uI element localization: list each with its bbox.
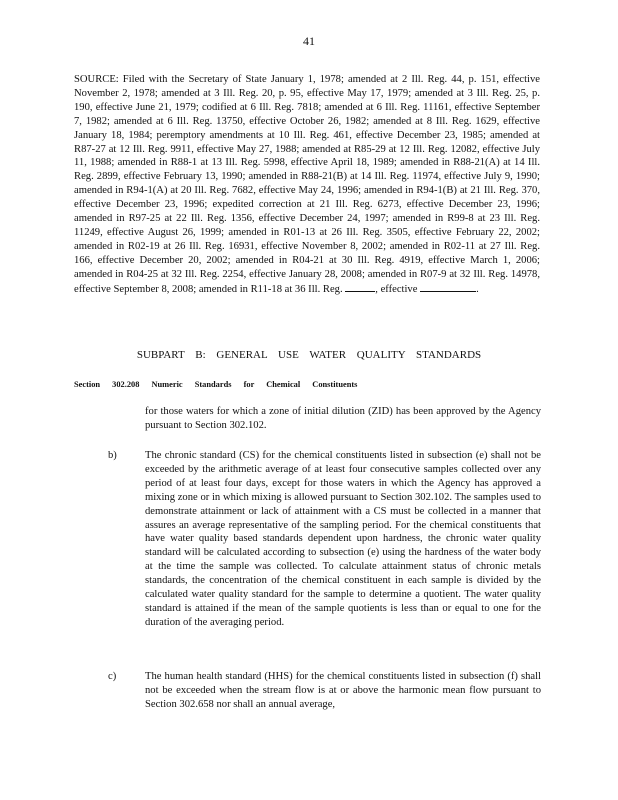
- paragraph-b-label: b): [108, 450, 117, 461]
- section-number: 302.208: [112, 380, 140, 389]
- source-note-effective-label: effective: [380, 283, 418, 295]
- subpart-heading: SUBPART B: GENERAL USE WATER QUALITY STANDARDS: [136, 349, 482, 361]
- source-note-end-mark: .: [476, 283, 479, 295]
- paragraph-b-text: The chronic standard (CS) for the chemical constituents listed in subsection (e) shall not be exceeded by the arithmetic average of at least four consecutive samples collected over any period of at least four days, except for those waters in which the Agency has approved a mixing zone or in which mixing is allowed pursuant to Section 302.102. The samples used to demonstrate attainment or lack of attainment with a CS must be collected in a manner that assures an average representative of the sampling period. For the chemical constituents that have water quality based standards dependent upon hardness, the chronic water quality standard will be calculated according to subsection (e) using the hardness of the water body at the time the sample was collected. To calculate attainment status of chronic metals standards, the concentration of the chemical constituent in each sample is divided by the calculated water quality standard for the sample to determine a quotient. The water quality standard is attained if the mean of the sample quotients is less than or equal to one for the duration of the averaging period.: [145, 450, 541, 628]
- section-title: Numeric Standards for Chemical Constituents: [151, 380, 358, 389]
- blank-volume-line: [345, 282, 375, 292]
- source-note-text: SOURCE: Filed with the Secretary of State January 1, 1978; amended at 2 Ill. Reg. 44, p. 151, effective November 2, 1978; amended at 3 Ill. Reg. 20, p. 95, effective May 17, 1979; amended at 3 Ill. Reg. 25, p. 190, effective June 21, 1979; codified at 6 Ill. Reg. 7818; amended at 6 Ill. Reg. 11161, effective September 7, 1982; amended at 6 Ill. Reg. 13750, effective October 26, 1982; amended at 8 Ill. Reg. 1629, effective January 18, 1984; peremptory amendments at 10 Ill. Reg. 461, effective December 23, 1985; amended at R87-27 at 12 Ill. Reg. 9911, effective May 27, 1988; amended at R85-29 at 12 Ill. Reg. 12082, effective July 11, 1988; amended in R88-1 at 13 Ill. Reg. 5998, effective April 18, 1989; amended in R88-21(A) at 14 Ill. Reg. 2899, effective February 13, 1990; amended in R88-21(B) at 14 Ill. Reg. 11974, effective July 9, 1990; amended in R94-1(A) at 20 Ill. Reg. 7682, effective May 24, 1996; amended in R94-1(B) at 21 Ill. Reg. 370, effective December 23, 1996; expedited correction at 21 Ill. Reg. 6273, effective December 23, 1996; amended in R97-25 at 22 Ill. Reg. 1356, effective December 24, 1997; amended in R99-8 at 23 Ill. Reg. 11249, effective August 26, 1999; amended in R01-13 at 26 Ill. Reg. 3505, effective February 22, 2002; amended in R02-19 at 26 Ill. Reg. 16931, effective November 8, 2002; amended in R02-11 at 27 Ill. Reg. 166, effective December 20, 2002; amended in R04-21 at 30 Ill. Reg. 4919, effective March 1, 2006; amended in R04-25 at 32 Ill. Reg. 2254, effective January 28, 2008; amended in R07-9 at 32 Ill. Reg. 14978, effective September 8, 2008; amended in R11-18 at 36 Ill. Reg.: [74, 74, 540, 295]
- section-label: Section: [74, 380, 101, 389]
- continuation-text: for those waters for which a zone of initial dilution (ZID) has been approved by the Agency pursuant to Section 302.102.: [145, 406, 541, 431]
- section-heading: [74, 380, 540, 389]
- page-number: 41: [303, 34, 315, 48]
- source-note: SOURCE: Filed with the Secretary of State January 1, 1978; amended at 2 Ill. Reg. 44, p. 151, effective November 2, 1978; amended at 3 Ill. Reg. 20, p. 95, effective May 17, 1979; amended at 3 Ill. Reg. 25, p. 190, effective June 21, 1979; codified at 6 Ill. Reg. 7818; amended at 6 Ill. Reg. 11161, effective September 7, 1982; amended at 6 Ill. Reg. 13750, effective October 26, 1982; amended at 8 Ill. Reg. 1629, effective January 18, 1984; peremptory amendments at 10 Ill. Reg. 461, effective December 23, 1985; amended at R87-27 at 12 Ill. Reg. 9911, effective May 27, 1988; amended at R85-29 at 12 Ill. Reg. 12082, effective July 11, 1988; amended in R88-1 at 13 Ill. Reg. 5998, effective April 18, 1989; amended in R88-21(A) at 14 Ill. Reg. 2899, effective February 13, 1990; amended in R88-21(B) at 14 Ill. Reg. 11974, effective July 9, 1990; amended in R94-1(A) at 20 Ill. Reg. 7682, effective May 24, 1996; amended in R94-1(B) at 21 Ill. Reg. 370, effective December 23, 1996; expedited correction at 21 Ill. Reg. 6273, effective December 23, 1996; amended in R97-25 at 22 Ill. Reg. 1356, effective December 24, 1997; amended in R99-8 at 23 Ill. Reg. 11249, effective August 26, 1999; amended in R01-13 at 26 Ill. Reg. 3505, effective February 22, 2002; amended in R02-19 at 26 Ill. Reg. 16931, effective November 8, 2002; amended in R02-11 at 27 Ill. Reg. 166, effective December 20, 2002; amended in R04-21 at 30 Ill. Reg. 4919, effective March 1, 2006; amended in R04-25 at 32 Ill. Reg. 2254, effective January 28, 2008; amended in R07-9 at 32 Ill. Reg. 14978, effective September 8, 2008; amended in R11-18 at 36 Ill. Reg. , effective .: [74, 74, 540, 295]
- paragraph-c-label: c): [108, 671, 117, 682]
- paragraph-c-text: The human health standard (HHS) for the chemical constituents listed in subsection (f) shall not be exceeded when the stream flow is at or above the harmonic mean flow pursuant to Section 302.658 nor shall an annual average,: [145, 671, 541, 710]
- blank-date-line: [420, 282, 476, 292]
